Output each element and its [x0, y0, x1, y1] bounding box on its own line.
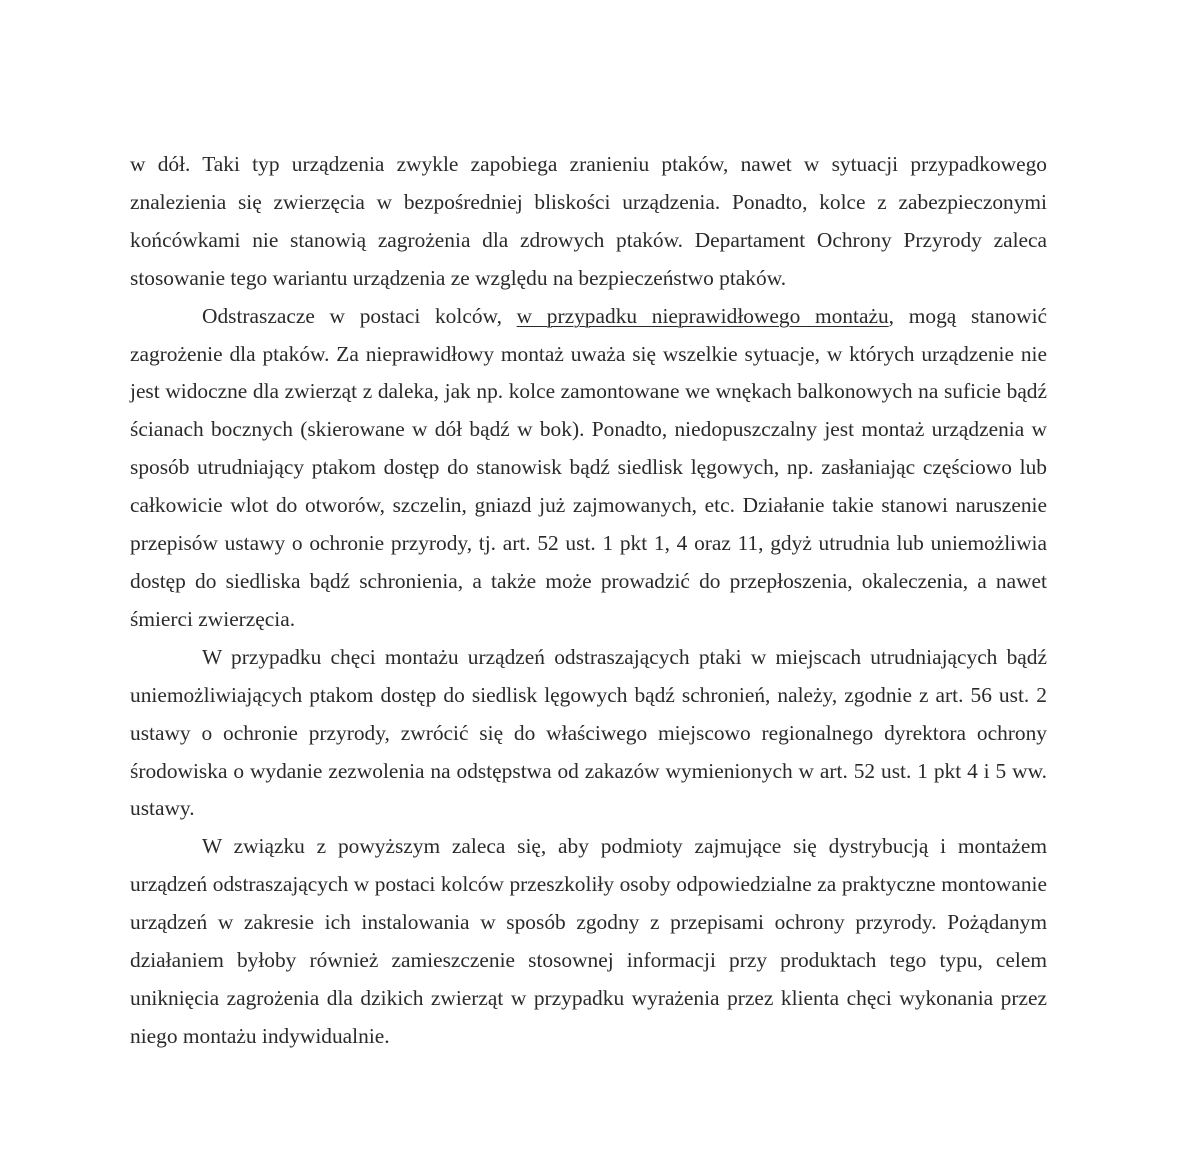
paragraph-recommendation: W związku z powyższym zaleca się, aby podmioty zajmujące się dystrybucją i montażem urządzeń odstraszających w postaci kolców przeszkoliły osoby odpowiedzialne za praktyczne montowanie urządzeń w zakresie ich instalowania w sposób zgodny z przepisami ochrony przyrody. Pożądanym działaniem byłoby również zamieszczenie stosownej informacji przy produktach tego typu, celem uniknięcia zagrożenia dla dzikich zwierząt w przypadku wyrażenia przez klienta chęci wykonania przez niego montażu indywidualnie. — [130, 834, 1047, 1048]
paragraph-spikes-misuse — [130, 298, 1047, 639]
paragraph-permit: W przypadku chęci montażu urządzeń odstraszających ptaki w miejscach utrudniających bądź uniemożliwiających ptakom dostęp do siedlisk lęgowych bądź schronień, należy, zgodnie z art. 56 ust. 2 ustawy o ochronie przyrody, zwrócić się do właściwego miejscowo regionalnego dyrektora ochrony środowiska o wydanie zezwolenia na odstępstwa od zakazów wymienionych w art. 52 ust. 1 pkt 4 i 5 ww. ustawy. — [130, 644, 1047, 821]
underlined-phrase: w przypadku nieprawidłowego montażu — [516, 303, 889, 328]
paragraph-continuation: w dół. Taki typ urządzenia zwykle zapobiega zranieniu ptaków, nawet w sytuacji przypadkowego znalezienia się zwierzęcia w bezpośredniej bliskości urządzenia. Ponadto, kolce z zabezpieczonymi końcówkami nie stanowią zagrożenia dla zdrowych ptaków. Departament Ochrony Przyrody zaleca stosowanie tego wariantu urządzenia ze względu na bezpieczeństwo ptaków. — [130, 152, 1047, 290]
paragraph-text-rest: , mogą stanowić zagrożenie dla ptaków. Za nieprawidłowy montaż uważa się wszelkie sytuacje, w których urządzenie nie jest widoczne dla zwierząt z daleka, jak np. kolce zamontowane we wnękach balkonowych na suficie bądź ścianach bocznych (skierowane w dół bądź w bok). Ponadto, niedopuszczalny jest montaż urządzenia w sposób utrudniający ptakom dostęp do stanowisk bądź siedlisk lęgowych, np. zasłaniając częściowo lub całkowicie wlot do otworów, szczelin, gniazd już zajmowanych, etc. Działanie takie stanowi naruszenie przepisów ustawy o ochronie przyrody, tj. art. 52 ust. 1 pkt 1, 4 oraz 11, gdyż utrudnia lub uniemożliwia dostęp do siedliska bądź schronienia, a także może prowadzić do przepłoszenia, okaleczenia, a nawet śmierci zwierzęcia. — [130, 303, 1048, 631]
document-body — [130, 146, 1047, 1056]
paragraph-text-start: Odstraszacze w postaci kolców, — [202, 303, 517, 328]
